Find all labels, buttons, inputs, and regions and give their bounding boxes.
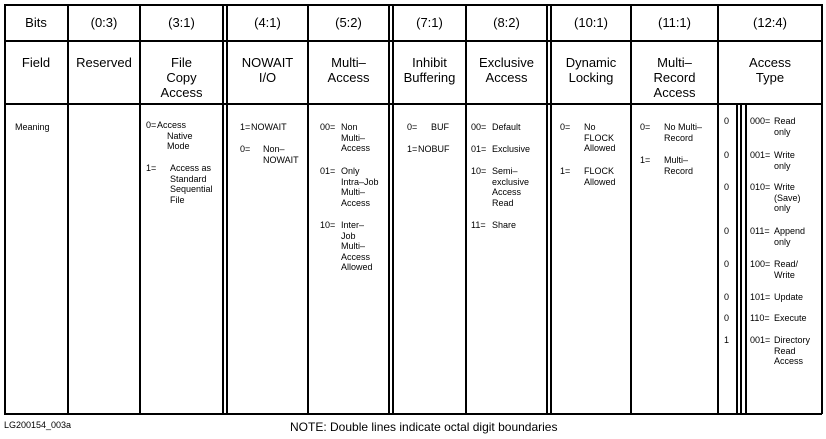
meaning-entry (471, 122, 545, 134)
meaning-value: Share (492, 220, 517, 230)
meaning-entry (407, 144, 464, 156)
meaning-entry (146, 163, 222, 208)
access-code: 011= (750, 226, 770, 236)
meaning-value: No FLOCK Allowed (584, 122, 616, 153)
access-entry (750, 335, 820, 369)
meaning-entry (471, 166, 545, 210)
meaning-key: 1= (640, 155, 651, 165)
meaning-value: Semi– exclusive Access Read (492, 166, 530, 208)
access-value: Read/ Write (774, 259, 799, 280)
meaning-entry (320, 220, 387, 275)
access-value: Execute (774, 313, 807, 323)
access-value: Append only (774, 226, 806, 247)
field-reserved: Reserved (76, 55, 132, 70)
meaning-value: Default (492, 122, 521, 132)
access-code: 101= (750, 292, 771, 302)
meaning-key: 00= (471, 122, 487, 132)
bits-4-1: (4:1) (254, 15, 281, 30)
field-nowait-io: NOWAIT I/O (241, 55, 294, 85)
meaning-key: 0= (240, 144, 251, 154)
meaning-entry (407, 122, 464, 134)
meaning-entry (640, 155, 716, 178)
access-bit: 0 (724, 259, 730, 269)
access-entry (750, 259, 820, 282)
meaning-label: Meaning (15, 122, 50, 132)
meaning-key: 1= (560, 166, 571, 176)
access-value: Write (Save) only (774, 182, 801, 213)
meaning-value: BUF (431, 122, 449, 132)
access-bit: 0 (724, 313, 730, 323)
rule-v-double (740, 103, 742, 414)
meaning-entry (240, 122, 306, 134)
field-exclusive-access: Exclusive Access (479, 55, 534, 85)
meaning-entry (640, 122, 716, 145)
meaning-key: 00= (320, 122, 336, 132)
bits-5-2: (5:2) (335, 15, 362, 30)
access-value: Update (774, 292, 804, 302)
access-bit: 0 (724, 292, 730, 302)
access-bit: 0 (724, 226, 730, 236)
meaning-entry (471, 220, 545, 232)
rule-v-double (736, 103, 738, 414)
meaning-entry (471, 144, 545, 156)
access-entry (750, 226, 820, 249)
meaning-entry (320, 122, 387, 155)
access-code: 001= (750, 335, 771, 345)
access-entry (750, 150, 820, 173)
field-multi-access: Multi– Access (327, 55, 370, 85)
access-code: 001= (750, 150, 771, 160)
meaning-entry (560, 122, 629, 156)
rule-top (4, 4, 822, 6)
field-file-copy-access: File Copy Access (160, 55, 203, 100)
bits-12-4: (12:4) (753, 15, 787, 30)
meaning-key: 01= (320, 166, 336, 176)
bits-8-2: (8:2) (493, 15, 520, 30)
meaning-entry (240, 144, 306, 168)
meaning-value: No Multi– Record (664, 122, 703, 143)
access-code: 000= (750, 116, 771, 126)
meaning-value: NOBUF (418, 144, 450, 154)
bits-label: Bits (25, 15, 47, 30)
access-code: 100= (750, 259, 771, 269)
access-value: Read only (774, 116, 796, 137)
rule-bottom (4, 413, 822, 415)
access-entry (750, 313, 820, 325)
meaning-key: 11= (471, 220, 486, 230)
access-bit: 0 (724, 182, 730, 192)
meaning-key: 1= (146, 163, 157, 173)
meaning-key: 1= (407, 144, 418, 154)
rule-v (745, 103, 747, 414)
meaning-entry (560, 166, 629, 189)
meaning-value: Multi– Record (664, 155, 694, 176)
access-code: 010= (750, 182, 771, 192)
access-entry (750, 292, 820, 304)
footnote: NOTE: Double lines indicate octal digit boundaries (290, 420, 558, 434)
bits-10-1: (10:1) (574, 15, 608, 30)
meaning-value: Only Intra–Job Multi– Access (341, 166, 379, 208)
field-label: Field (21, 55, 51, 70)
access-bit: 1 (724, 335, 730, 345)
meaning-value: Exclusive (492, 144, 531, 154)
meaning-value: Access as Standard Sequential File (170, 163, 213, 205)
meaning-key: 0= (560, 122, 571, 132)
meaning-entry (146, 120, 222, 160)
access-entry (750, 182, 820, 216)
access-entry (750, 116, 820, 139)
rule-bits (4, 40, 822, 42)
access-value: Directory Read Access (774, 335, 811, 366)
meaning-key: 0= (640, 122, 651, 132)
field-access-type: Access Type (749, 55, 791, 85)
figure-id: LG200154_003a (4, 420, 72, 430)
bits-0-3: (0:3) (90, 15, 118, 30)
bits-11-1: (11:1) (658, 15, 691, 30)
meaning-value: Access Native Mode (157, 120, 193, 151)
meaning-value: Inter– Job Multi– Access Allowed (341, 220, 373, 272)
meaning-key: 0= (407, 122, 418, 132)
field-inhibit-buffering: Inhibit Buffering (403, 55, 456, 85)
access-bit: 0 (724, 116, 730, 126)
meaning-value: FLOCK Allowed (584, 166, 616, 187)
field-multi-record-access: Multi– Record Access (653, 55, 696, 100)
access-code: 110= (750, 313, 770, 323)
rule-fields (4, 103, 822, 105)
access-bit: 0 (724, 150, 730, 160)
meaning-key: 10= (320, 220, 336, 230)
bits-7-1: (7:1) (416, 15, 443, 30)
meaning-key: 10= (471, 166, 487, 176)
meaning-value: NOWAIT (251, 122, 287, 132)
field-dynamic-locking: Dynamic Locking (565, 55, 617, 85)
meaning-entry (320, 166, 387, 210)
meaning-key: 01= (471, 144, 487, 154)
meaning-key: 1= (240, 122, 251, 132)
bits-3-1: (3:1) (168, 15, 195, 30)
meaning-value: Non Multi– Access (341, 122, 371, 153)
meaning-value: Non– NOWAIT (263, 144, 299, 165)
meaning-key: 0= (146, 120, 157, 130)
access-value: Write only (774, 150, 795, 171)
